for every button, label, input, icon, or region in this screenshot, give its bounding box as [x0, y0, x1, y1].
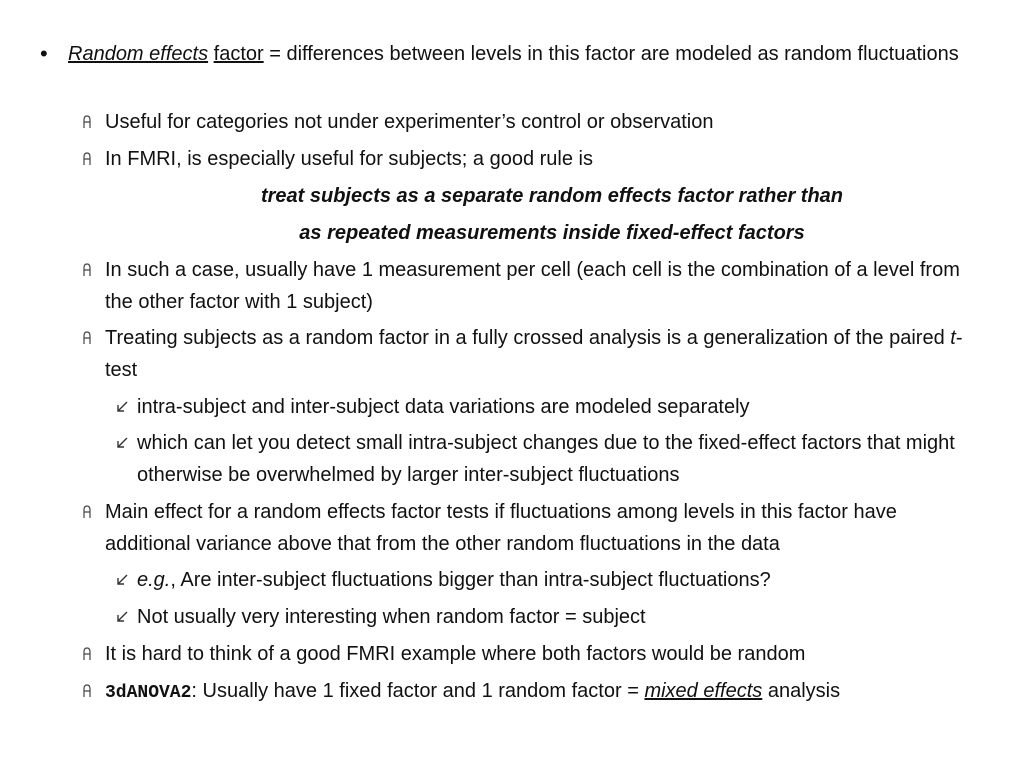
- arrow-down-left-icon: [115, 400, 129, 414]
- term-mixed-effects: mixed effects: [644, 680, 763, 702]
- list-item: [105, 496, 985, 560]
- item-measurement-per-cell: In such a case, usually have 1 measurement per cell (each cell is the combination of a level from the other factor with 1 subject): [105, 259, 960, 313]
- list-item: [105, 143, 985, 175]
- sub-item-not-interesting: Not usually very interesting when random factor = subject: [137, 606, 646, 628]
- arrow-down-left-icon: [115, 610, 129, 624]
- item-main-effect: Main effect for a random effects factor tests if fluctuations among levels in this factor have additional variance above that from the other random fluctuations in the data: [105, 501, 897, 555]
- pointing-hand-icon: [81, 331, 93, 345]
- rule-line-2: as repeated measurements inside fixed-effect factors: [299, 222, 805, 244]
- sub-item-eg-rest: , Are inter-subject fluctuations bigger than intra-subject fluctuations?: [170, 569, 771, 591]
- item-treat-t: t: [950, 327, 956, 349]
- list-item: [105, 675, 985, 709]
- item-fmri-rule: In FMRI, is especially useful for subjects; a good rule is: [105, 148, 593, 170]
- list-item: [105, 638, 985, 670]
- bullet-dot: •: [40, 41, 48, 66]
- arrow-down-left-icon: [115, 573, 129, 587]
- pointing-hand-icon: [81, 684, 93, 698]
- pointing-hand-icon: [81, 152, 93, 166]
- main-bullet-item: [40, 38, 988, 70]
- item-categories: Useful for categories not under experimenter’s control or observation: [105, 111, 714, 133]
- term-random-effects: Random effects: [68, 43, 209, 65]
- arrow-down-left-icon: [115, 436, 129, 450]
- pointing-hand-icon: [81, 505, 93, 519]
- item-3danova2-text: : Usually have 1 fixed factor and 1 random factor =: [191, 680, 645, 702]
- sub-item-detect: which can let you detect small intra-subject changes due to the fixed-effect factors that might otherwise be overwhelmed by larger inter-subject fluctuations: [137, 432, 955, 486]
- term-factor: factor: [213, 43, 264, 65]
- item-3danova2-end: analysis: [762, 680, 841, 702]
- item-hard-to-think: It is hard to think of a good FMRI example where both factors would be random: [105, 643, 806, 665]
- term-definition: = differences between levels in this factor are modeled as random fluctuations: [263, 43, 959, 65]
- code-3danova2: 3dANOVA2: [105, 683, 192, 703]
- sub-list-item: [137, 427, 987, 491]
- list-item: [105, 106, 985, 138]
- sub-item-variations: intra-subject and inter-subject data variations are modeled separately: [137, 396, 750, 418]
- list-item: [105, 254, 985, 318]
- item-treat-pre: Treating subjects as a random factor in a fully crossed analysis is a generalization of the paired: [105, 327, 951, 349]
- pointing-hand-icon: [81, 263, 93, 277]
- sub-list-item: [137, 601, 987, 633]
- sub-list-item: [137, 564, 987, 596]
- pointing-hand-icon: [81, 647, 93, 661]
- sub-item-eg: e.g.: [137, 569, 171, 591]
- pointing-hand-icon: [81, 115, 93, 129]
- rule-line-1: treat subjects as a separate random effects factor rather than: [260, 185, 844, 207]
- item-treat-post: -test: [105, 327, 963, 381]
- list-item: [105, 322, 985, 386]
- sub-list-item: [137, 391, 987, 423]
